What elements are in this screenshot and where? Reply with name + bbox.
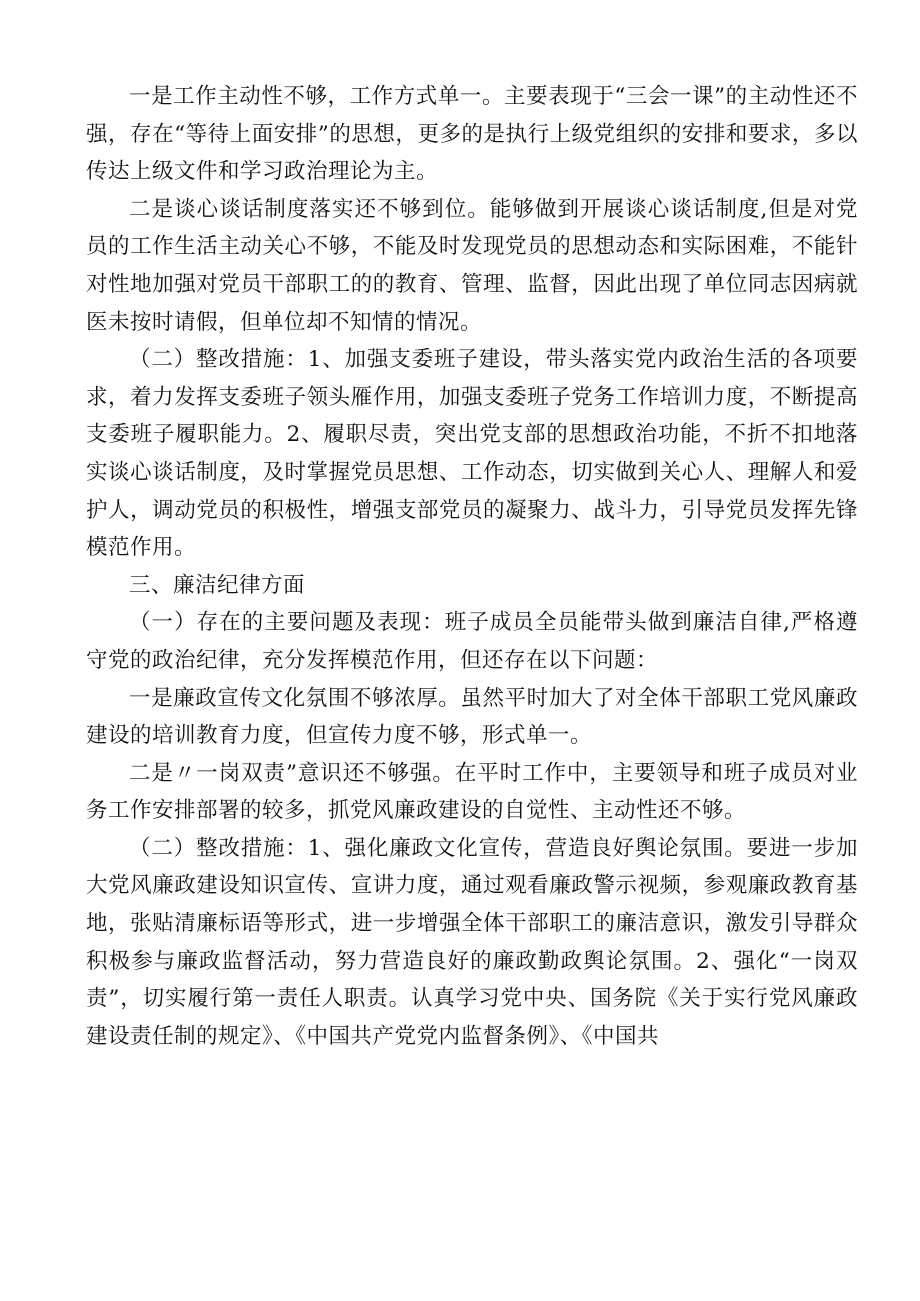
- document-page: [86, 78, 858, 1055]
- paragraph-heart-to-heart-talks: 二是谈心谈话制度落实还不够到位。能够做到开展谈心谈话制度,但是对党员的工作生活主动关心不够，不能及时发现党员的思想动态和实际困难，不能针对性地加强对党员干部职工的的教育、管理、监督，因此出现了单位同志因病就医未按时请假，但单位却不知情的情况。: [86, 196, 858, 335]
- paragraph-integrity-culture: 一是廉政宣传文化氛围不够浓厚。虽然平时加大了对全体干部职工党风廉政建设的培训教育力度，但宣传力度不够，形式单一。: [86, 685, 858, 749]
- paragraph-rectification-measures-1: （二）整改措施：1、加强支委班子建设，带头落实党内政治生活的各项要求，着力发挥支委班子领头雁作用，加强支委班子党务工作培训力度，不断提高支委班子履职能力。2、履职尽责，突出党支部的思想政治功能，不折不扣地落实谈心谈话制度，及时掌握党员思想、工作动态，切实做到关心人、理解人和爱护人，调动党员的积极性，增强支部党员的凝聚力、战斗力，引导党员发挥先锋模范作用。: [86, 347, 858, 561]
- paragraph-work-initiative: 一是工作主动性不够，工作方式单一。主要表现于“三会一课”的主动性还不强，存在“等待上面安排”的思想，更多的是执行上级党组织的安排和要求，多以传达上级文件和学习政治理论为主。: [86, 84, 858, 185]
- paragraph-rectification-measures-2: （二）整改措施：1、强化廉政文化宣传，营造良好舆论氛围。要进一步加大党风廉政建设知识宣传、宣讲力度，通过观看廉政警示视频，参观廉政教育基地，张贴清廉标语等形式，进一步增强全体干部职工的廉洁意识，激发引导群众积极参与廉政监督活动，努力营造良好的廉政勤政舆论氛围。2、强化“一岗双责”，切实履行第一责任人职责。认真学习党中央、国务院《关于实行党风廉政建设责任制的规定》、《中国共产党党内监督条例》、《中国共: [86, 835, 858, 1049]
- paragraph-main-problems: （一）存在的主要问题及表现：班子成员全员能带头做到廉洁自律,严格遵守党的政治纪律，充分发挥模范作用，但还存在以下问题：: [86, 610, 858, 673]
- section-heading-integrity-discipline: 三、廉洁纪律方面: [129, 572, 306, 598]
- paragraph-dual-responsibility: 二是〃一岗双责”意识还不够强。在平时工作中，主要领导和班子成员对业务工作安排部署的较多，抓党风廉政建设的自觉性、主动性还不够。: [86, 760, 858, 824]
